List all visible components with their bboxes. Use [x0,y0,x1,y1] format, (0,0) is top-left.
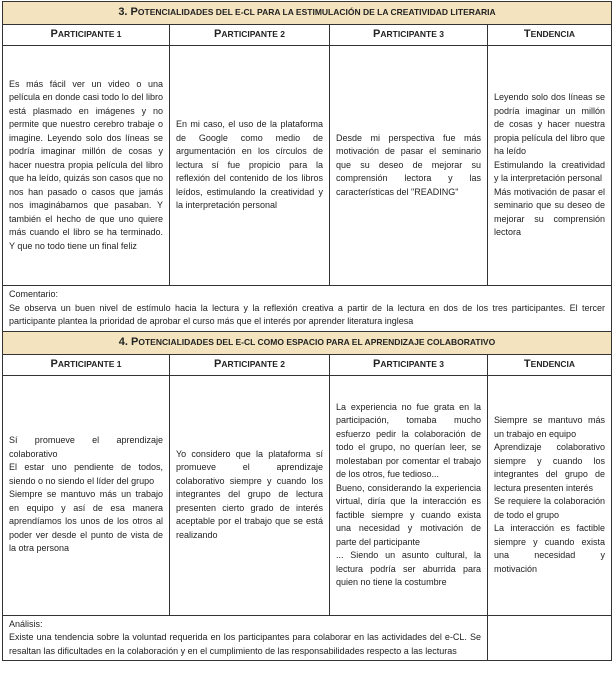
section4-trend: Siempre se mantuvo más un trabajo en equipo Aprendizaje colaborativo siempre y cuando los integrantes del grupo de lectura presenten interés Se requiere la colaboración de todo el grupo La interacción es factible siempre y cuando exista una necesidad y motivación [488,375,612,615]
section4-header-trend: TENDENCIA [488,354,612,375]
results-table [2,1,612,661]
section4-analysis-label: Análisis: [9,618,43,629]
section3-comment-text: Se observa un buen nivel de estímulo hacia la lectura y la reflexión creativa a partir de la lectura en dos de los tres participantes. El tercer participante plantea la prioridad de aprobar el curso más que el interés por aprender literatura inglesa [9,302,605,326]
section4-analysis-empty-cell [488,615,612,661]
section3-participant3-response: Desde mi perspectiva fue más motivación de pasar el seminario que su deseo de mejorar su comprensión lectora y las características del "READING" [330,46,488,286]
section4-analysis [3,615,488,661]
section3-trend: Leyendo solo dos líneas se podría imaginar un millón de cosas y hacer nuestra propia película del libro que ha leído Estimulando la creatividad y la interpretación personal Más motivación de pasar el seminario que su deseo de mejorar su comprensión lectora [488,46,612,286]
section4-title: 4. POTENCIALIDADES DEL E-CL COMO ESPACIO PARA EL APRENDIZAJE COLABORATIVO [3,331,612,354]
section3-header-trend: TENDENCIA [488,25,612,46]
section4-header-participant3: PARTICIPANTE 3 [330,354,488,375]
section4-participant2-response: Yo considero que la plataforma sí promueve el aprendizaje colaborativo siempre y cuando los integrantes del grupo de lectura presenten cierto grado de interés aceptable por el trabajo que se está realizando [170,375,330,615]
section3-title: 3. POTENCIALIDADES DEL E-CL PARA LA ESTIMULACIÓN DE LA CREATIVIDAD LITERARIA [3,2,612,25]
section3-header-participant2: PARTICIPANTE 2 [170,25,330,46]
section4-participant1-response: Sí promueve el aprendizaje colaborativo El estar uno pendiente de todos, siendo o no siendo el líder del grupo Siempre se mantuvo más un trabajo en equipo y así de esa manera aprendíamos los unos de los otros al poder ver desde el punto de vista de la otra persona [3,375,170,615]
section3-comment [3,286,612,332]
section4-header-participant1: PARTICIPANTE 1 [3,354,170,375]
results-table-page [0,1,613,680]
section3-participant2-response: En mi caso, el uso de la plataforma de Google como medio de argumentación en los círculos de lectura sí fue propicio para la reflexión del contenido de los libros leídos, estimulando la creatividad y la interpretación personal [170,46,330,286]
section3-header-participant1: PARTICIPANTE 1 [3,25,170,46]
section4-participant3-response: La experiencia no fue grata en la participación, tomaba mucho esfuerzo pedir la colaboración de todo el grupo, no querían leer, se molestaban por comentar el trabajo de los otros, fue tedioso... Bueno, considerando la experiencia virtual, diría que la interacción es factible siempre y cuando exista una necesidad y motivación de parte del participante ... Siendo un asunto cultural, la lectura podría ser aburrida para quien no tiene la costumbre [330,375,488,615]
section3-comment-label: Comentario: [9,289,59,299]
section3-header-participant3: PARTICIPANTE 3 [330,25,488,46]
section3-participant1-response: Es más fácil ver un video o una película en donde casi todo lo del libro está plasmado en imágenes y no permite que nuestro cerebro trabaje o imagine. Leyendo solo dos líneas se podría imaginar millón de cosas y hacer nuestra propia película del libro que ha leído, quizás son casos que no nos han pasado o casos que jamás nos imaginábamos que pasaban. Y también el hecho de que uno quiere más cuando el libro se ha terminado. Y que no todo tiene un final feliz [3,46,170,286]
section4-analysis-text: Existe una tendencia sobre la voluntad requerida en los participantes para colaborar en las actividades del e-CL. Se resaltan las dificultades en la colaboración y en el cumplimiento de las responsabilidades respecto a las lecturas [9,632,481,656]
section4-header-participant2: PARTICIPANTE 2 [170,354,330,375]
